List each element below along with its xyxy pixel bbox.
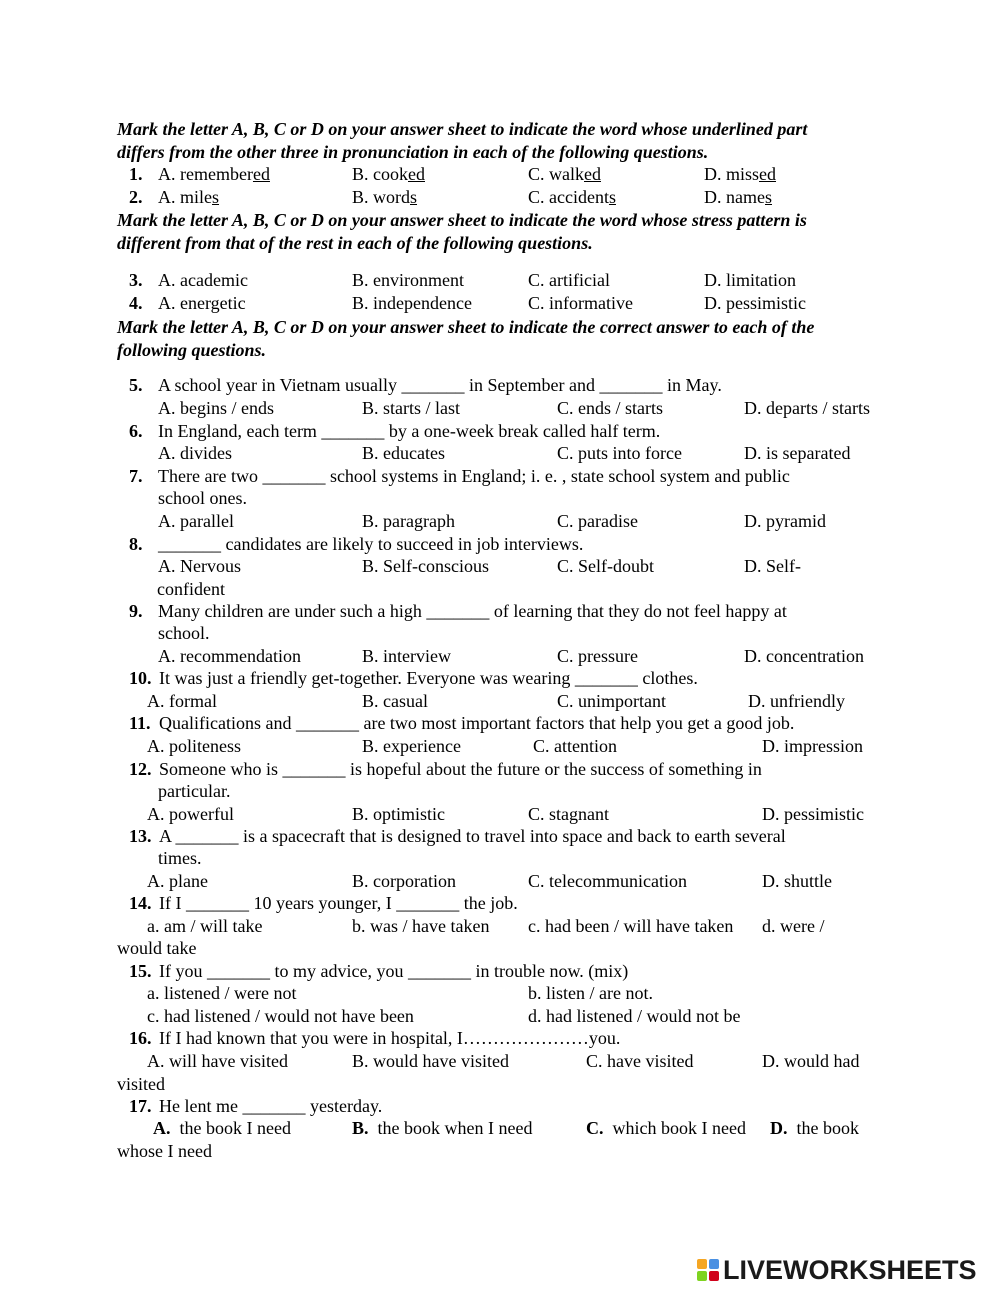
question-stem: A _______ is a spacecraft that is designed to travel into space and back to earth several bbox=[159, 826, 786, 846]
option-a: A. academic bbox=[158, 270, 248, 290]
question-number: 12. bbox=[129, 759, 152, 779]
option-b: B. would have visited bbox=[352, 1051, 509, 1071]
option-d: D. limitation bbox=[704, 270, 796, 290]
option-b: B. words bbox=[352, 187, 418, 207]
logo-square bbox=[709, 1259, 719, 1269]
question-number: 2. bbox=[129, 187, 143, 207]
option-c: C. pressure bbox=[557, 646, 638, 666]
question-number: 7. bbox=[129, 466, 143, 486]
option-b: B. the book when I need bbox=[352, 1118, 533, 1138]
instruction-pronunciation-line2: differs from the other three in pronunciation in each of the following questions. bbox=[117, 142, 709, 162]
option-b: B. corporation bbox=[352, 871, 456, 891]
option-b: B. educates bbox=[362, 443, 445, 463]
option-a: A. divides bbox=[158, 443, 232, 463]
question-stem: He lent me _______ yesterday. bbox=[159, 1096, 383, 1116]
option-d: D. unfriendly bbox=[748, 691, 845, 711]
logo-square bbox=[697, 1259, 707, 1269]
question-stem: A school year in Vietnam usually _______ in September and _______ in May. bbox=[158, 375, 722, 395]
option-c: c. had been / will have taken bbox=[528, 916, 734, 936]
option-b: B. cooked bbox=[352, 164, 425, 184]
option-c: C. stagnant bbox=[528, 804, 609, 824]
option-d-cont: confident bbox=[157, 579, 225, 599]
question-number: 9. bbox=[129, 601, 143, 621]
option-a: A. formal bbox=[147, 691, 217, 711]
logo-square bbox=[697, 1271, 707, 1281]
option-d-cont: whose I need bbox=[117, 1141, 212, 1161]
option-c: C. telecommunication bbox=[528, 871, 687, 891]
option-d: d. had listened / would not be bbox=[528, 1006, 741, 1026]
option-b: B. starts / last bbox=[362, 398, 460, 418]
option-d: D. the book bbox=[770, 1118, 859, 1138]
option-d: D. impression bbox=[762, 736, 863, 756]
option-d: D. Self- bbox=[744, 556, 801, 576]
option-c: C. puts into force bbox=[557, 443, 682, 463]
logo-square bbox=[709, 1271, 719, 1281]
question-number: 3. bbox=[129, 270, 143, 290]
option-b: b. listen / are not. bbox=[528, 983, 653, 1003]
question-number: 16. bbox=[129, 1028, 152, 1048]
question-stem: _______ candidates are likely to succeed in job interviews. bbox=[158, 534, 584, 554]
option-c: C. have visited bbox=[586, 1051, 694, 1071]
logo-text: LIVEWORKSHEETS bbox=[723, 1254, 977, 1285]
instruction-stress-line1: Mark the letter A, B, C or D on your answer sheet to indicate the word whose stress pattern is bbox=[117, 210, 807, 230]
option-d: D. pyramid bbox=[744, 511, 826, 531]
option-d: d. were / bbox=[762, 916, 825, 936]
option-b: B. paragraph bbox=[362, 511, 455, 531]
option-c: C. Self-doubt bbox=[557, 556, 654, 576]
option-d: D. names bbox=[704, 187, 772, 207]
question-stem-cont: particular. bbox=[158, 781, 231, 801]
instruction-stress-line2: different from that of the rest in each of the following questions. bbox=[117, 233, 593, 253]
option-a: A. will have visited bbox=[147, 1051, 288, 1071]
question-stem: Qualifications and _______ are two most important factors that help you get a good job. bbox=[159, 713, 795, 733]
option-a: a. listened / were not bbox=[147, 983, 297, 1003]
question-number: 13. bbox=[129, 826, 152, 846]
option-b: B. casual bbox=[362, 691, 428, 711]
liveworksheets-logo bbox=[697, 1252, 977, 1288]
option-a: A. politeness bbox=[147, 736, 241, 756]
question-stem: If I had known that you were in hospital, I…………………you. bbox=[159, 1028, 621, 1048]
option-b: B. Self-conscious bbox=[362, 556, 489, 576]
question-stem-cont: school. bbox=[158, 623, 210, 643]
question-stem-cont: school ones. bbox=[158, 488, 247, 508]
question-number: 11. bbox=[129, 713, 151, 733]
question-stem: If I _______ 10 years younger, I _______ the job. bbox=[159, 893, 518, 913]
question-number: 17. bbox=[129, 1096, 152, 1116]
option-d: D. pessimistic bbox=[762, 804, 864, 824]
option-b: B. independence bbox=[352, 293, 472, 313]
instruction-correct-line1: Mark the letter A, B, C or D on your answer sheet to indicate the correct answer to each of the bbox=[117, 317, 815, 337]
option-d-cont: visited bbox=[117, 1074, 165, 1094]
option-b: b. was / have taken bbox=[352, 916, 490, 936]
question-stem: Someone who is _______ is hopeful about the future or the success of something in bbox=[159, 759, 762, 779]
option-a: A. begins / ends bbox=[158, 398, 274, 418]
option-c: C. paradise bbox=[557, 511, 638, 531]
question-number: 1. bbox=[129, 164, 143, 184]
option-a: A. remembered bbox=[158, 164, 270, 184]
option-b: B. interview bbox=[362, 646, 451, 666]
option-c: C. ends / starts bbox=[557, 398, 663, 418]
option-c: c. had listened / would not have been bbox=[147, 1006, 414, 1026]
option-d: D. concentration bbox=[744, 646, 864, 666]
option-a: A. parallel bbox=[158, 511, 234, 531]
option-c: C. unimportant bbox=[557, 691, 666, 711]
option-b: B. optimistic bbox=[352, 804, 446, 824]
question-number: 4. bbox=[129, 293, 143, 313]
option-c: C. walked bbox=[528, 164, 601, 184]
question-number: 10. bbox=[129, 668, 152, 688]
option-d: D. pessimistic bbox=[704, 293, 806, 313]
question-stem: It was just a friendly get-together. Everyone was wearing _______ clothes. bbox=[159, 668, 698, 688]
logo-icon bbox=[697, 1259, 719, 1281]
option-b: B. experience bbox=[362, 736, 461, 756]
question-number: 6. bbox=[129, 421, 143, 441]
question-stem: There are two _______ school systems in England; i. e. , state school system and public bbox=[158, 466, 790, 486]
option-a: A. miles bbox=[158, 187, 220, 207]
option-d: D. departs / starts bbox=[744, 398, 870, 418]
option-c: C. attention bbox=[533, 736, 617, 756]
option-c: C. accidents bbox=[528, 187, 616, 207]
question-number: 8. bbox=[129, 534, 143, 554]
question-stem: In England, each term _______ by a one-week break called half term. bbox=[158, 421, 661, 441]
question-number: 15. bbox=[129, 961, 152, 981]
option-a: a. am / will take bbox=[147, 916, 263, 936]
question-stem: Many children are under such a high _______ of learning that they do not feel happy at bbox=[158, 601, 787, 621]
option-a: A. plane bbox=[147, 871, 208, 891]
question-stem-cont: times. bbox=[158, 848, 202, 868]
option-d-cont: would take bbox=[117, 938, 197, 958]
question-stem: If you _______ to my advice, you _______ in trouble now. (mix) bbox=[159, 961, 629, 981]
option-a: A. energetic bbox=[158, 293, 246, 313]
option-d: D. is separated bbox=[744, 443, 851, 463]
instruction-correct-line2: following questions. bbox=[117, 340, 267, 360]
option-b: B. environment bbox=[352, 270, 464, 290]
option-c: C. which book I need bbox=[586, 1118, 746, 1138]
question-number: 5. bbox=[129, 375, 143, 395]
option-a: A. the book I need bbox=[153, 1118, 291, 1138]
option-c: C. informative bbox=[528, 293, 633, 313]
option-a: A. recommendation bbox=[158, 646, 301, 666]
option-d: D. missed bbox=[704, 164, 777, 184]
option-d: D. would had bbox=[762, 1051, 860, 1071]
question-number: 14. bbox=[129, 893, 152, 913]
option-a: A. powerful bbox=[147, 804, 234, 824]
option-c: C. artificial bbox=[528, 270, 610, 290]
option-d: D. shuttle bbox=[762, 871, 832, 891]
option-a: A. Nervous bbox=[158, 556, 241, 576]
instruction-pronunciation-line1: Mark the letter A, B, C or D on your answer sheet to indicate the word whose underlined part bbox=[117, 119, 808, 139]
